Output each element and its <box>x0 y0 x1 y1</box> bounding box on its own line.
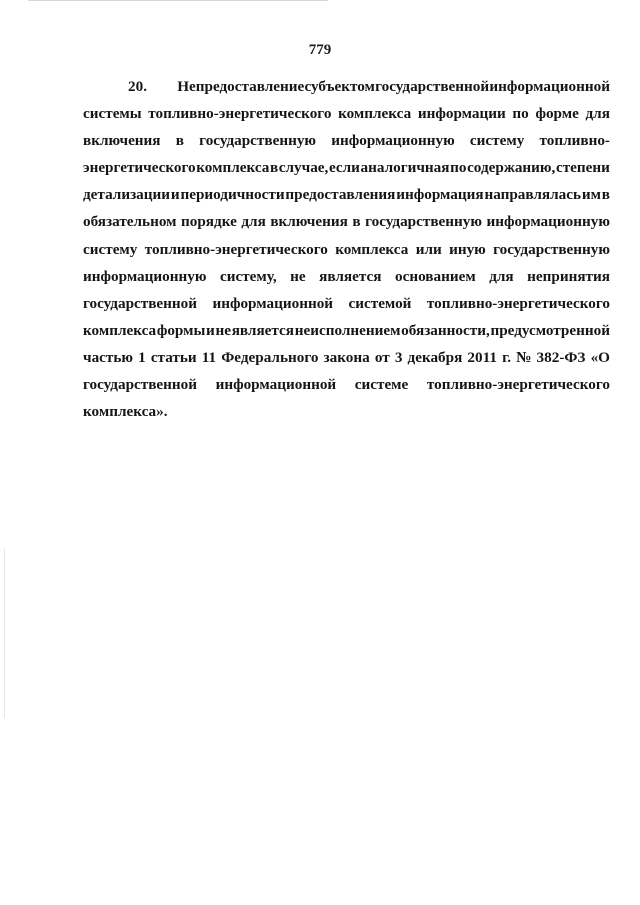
paragraph-line <box>83 290 610 317</box>
word: и <box>206 321 215 339</box>
paragraph-line <box>83 344 610 371</box>
word: топливно-энергетического <box>426 376 610 394</box>
word: 3 <box>394 348 403 366</box>
word: для <box>241 213 266 231</box>
word: систему, <box>219 267 277 285</box>
word: государственной <box>83 376 198 394</box>
word: и <box>170 186 180 204</box>
word: государственной <box>83 294 198 312</box>
word: содержанию, <box>467 159 556 177</box>
word: форме <box>535 105 579 123</box>
word: не <box>215 321 232 339</box>
word: государственную <box>365 213 482 231</box>
word: аналогичная <box>360 159 450 177</box>
word: не <box>290 267 306 285</box>
paragraph-number: 20. <box>128 78 147 95</box>
word: основанием <box>394 267 476 285</box>
word: детализации <box>83 186 171 204</box>
paragraph-line <box>83 73 610 100</box>
paragraph-line <box>83 317 610 344</box>
page-number: 779 <box>308 42 332 58</box>
word: в <box>352 213 361 231</box>
word: предоставления <box>285 186 396 204</box>
paragraph-20 <box>83 73 610 425</box>
paragraph-line <box>83 371 610 398</box>
word: информационной <box>215 376 337 394</box>
word: направлялась <box>484 186 581 204</box>
word: Непредоставление <box>177 78 305 95</box>
word: обязательном <box>83 213 177 231</box>
word: комплекса <box>83 321 157 339</box>
scan-edge-left <box>4 548 5 718</box>
word: субъектом <box>304 78 375 95</box>
word: частью <box>83 348 133 366</box>
word: если <box>328 159 360 177</box>
word: им <box>581 186 601 204</box>
word: энергетического <box>83 159 196 177</box>
word: системой <box>348 294 412 312</box>
word: системе <box>354 376 409 394</box>
word: является <box>231 321 295 339</box>
word: в <box>269 159 279 177</box>
word: информационную <box>486 213 610 231</box>
paragraph-line <box>83 181 610 208</box>
word: от <box>374 348 390 366</box>
scan-edge-top <box>28 0 328 1</box>
word: закона <box>323 348 370 366</box>
word: информационной <box>212 294 334 312</box>
word: в <box>175 132 184 150</box>
word: «О <box>590 348 610 366</box>
word: г. <box>502 348 512 366</box>
word: является <box>319 267 382 285</box>
word: или <box>415 240 442 258</box>
word: систему <box>469 132 525 150</box>
word: непринятия <box>527 267 610 285</box>
word: топливно-энергетического <box>148 105 332 123</box>
word: предусмотренной <box>490 321 610 339</box>
word: иную <box>449 240 486 258</box>
word: системы <box>83 105 142 123</box>
word: 1 <box>138 348 146 366</box>
paragraph-line <box>83 236 610 263</box>
word: 382-ФЗ <box>536 348 586 366</box>
word: № <box>516 348 532 366</box>
word: степени <box>555 159 610 177</box>
word: государственной <box>375 78 490 95</box>
word: государственную <box>199 132 317 150</box>
word: включения <box>83 132 161 150</box>
paragraph-line <box>83 263 610 290</box>
word: неисполнением <box>294 321 401 339</box>
word: информации <box>417 105 506 123</box>
word: для <box>489 267 514 285</box>
word: информационной <box>489 78 610 95</box>
word: 11 <box>201 348 217 366</box>
word: информация <box>396 186 484 204</box>
word: формы <box>156 321 206 339</box>
word: по <box>450 159 467 177</box>
paragraph-line-last <box>83 398 610 425</box>
word: 2011 <box>467 348 497 366</box>
word: периодичности <box>180 186 285 204</box>
word: случае, <box>278 159 329 177</box>
word: комплекса <box>335 240 409 258</box>
word: порядке <box>181 213 237 231</box>
word: топливно-энергетического <box>144 240 328 258</box>
word: государственную <box>493 240 610 258</box>
word: топливно-энергетического <box>426 294 610 312</box>
word: Федерального <box>221 348 319 366</box>
paragraph-line <box>83 208 610 235</box>
word: систему <box>83 240 138 258</box>
word: декабря <box>407 348 463 366</box>
word: комплекса <box>196 159 270 177</box>
word: обязанности, <box>401 321 490 339</box>
word: статьи <box>150 348 197 366</box>
word: информационную <box>331 132 455 150</box>
word: комплекса». <box>83 403 168 421</box>
word: информационную <box>83 267 207 285</box>
word: топливно- <box>539 132 610 150</box>
paragraph-line <box>83 127 610 154</box>
word: для <box>585 105 610 123</box>
word: комплекса <box>338 105 412 123</box>
word: включения <box>270 213 348 231</box>
word: в <box>601 186 610 204</box>
paragraph-line <box>83 154 610 181</box>
paragraph-line <box>83 100 610 127</box>
word: по <box>512 105 529 123</box>
